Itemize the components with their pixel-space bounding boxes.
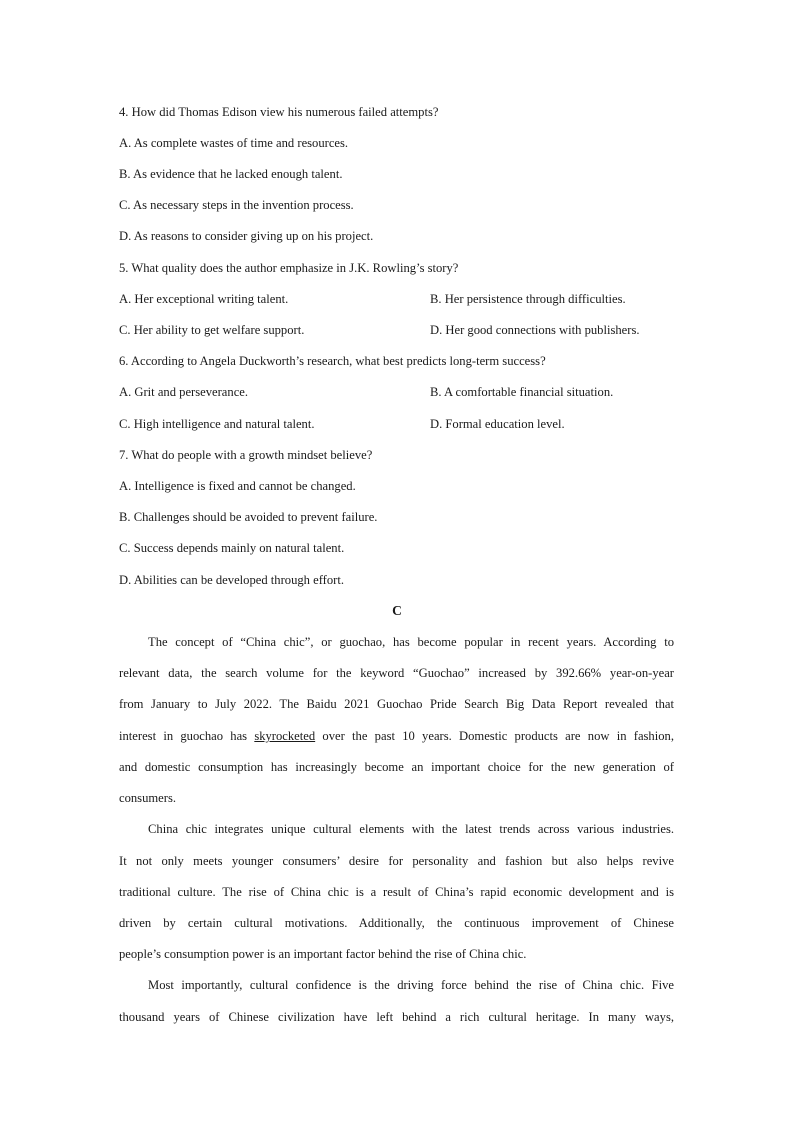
question-5-option-b: B. Her persistence through difficulties. bbox=[430, 292, 626, 306]
paragraph-3-line: thousand years of Chinese civilization have left behind a rich cultural heritage. In many ways, bbox=[119, 1010, 674, 1024]
question-5-stem: 5. What quality does the author emphasize in J.K. Rowling’s story? bbox=[119, 261, 459, 275]
section-heading: C bbox=[392, 603, 402, 618]
question-6-option-c: C. High intelligence and natural talent. bbox=[119, 417, 315, 431]
paragraph-2-line: It not only meets younger consumers’ desire for personality and fashion but also helps revive bbox=[119, 854, 674, 868]
question-7-option-b: B. Challenges should be avoided to prevent failure. bbox=[119, 510, 378, 524]
question-6-option-b: B. A comfortable financial situation. bbox=[430, 385, 614, 399]
question-6-option-d: D. Formal education level. bbox=[430, 417, 565, 431]
paragraph-2-line: driven by certain cultural motivations. Additionally, the continuous improvement of Chinese bbox=[119, 916, 674, 930]
paragraph-1-line: from January to July 2022. The Baidu 2021 Guochao Pride Search Big Data Report revealed that bbox=[119, 697, 674, 711]
text-span: over the past 10 years. Domestic products are now in fashion, bbox=[322, 729, 674, 743]
question-4-stem: 4. How did Thomas Edison view his numerous failed attempts? bbox=[119, 105, 439, 119]
question-5-option-d: D. Her good connections with publishers. bbox=[430, 323, 640, 337]
paragraph-1-line: and domestic consumption has increasingly become an important choice for the new generation of bbox=[119, 760, 674, 774]
question-7-option-a: A. Intelligence is fixed and cannot be changed. bbox=[119, 479, 356, 493]
question-5-option-a: A. Her exceptional writing talent. bbox=[119, 292, 289, 306]
question-4-option-d: D. As reasons to consider giving up on his project. bbox=[119, 229, 374, 243]
question-6-option-a: A. Grit and perseverance. bbox=[119, 385, 249, 399]
paragraph-1-line: relevant data, the search volume for the keyword “Guochao” increased by 392.66% year-on-year bbox=[119, 666, 674, 680]
question-7-option-d: D. Abilities can be developed through effort. bbox=[119, 573, 344, 587]
paragraph-1-line bbox=[119, 727, 674, 745]
paragraph-2-line: China chic integrates unique cultural elements with the latest trends across various industries. bbox=[148, 822, 674, 836]
paragraph-2-line: people’s consumption power is an important factor behind the rise of China chic. bbox=[119, 947, 527, 961]
paragraph-2-line: traditional culture. The rise of China chic is a result of China’s rapid economic development and is bbox=[119, 885, 674, 899]
question-6-stem: 6. According to Angela Duckworth’s research, what best predicts long-term success? bbox=[119, 354, 546, 368]
paragraph-3-line: Most importantly, cultural confidence is the driving force behind the rise of China chic. Five bbox=[148, 978, 674, 992]
question-7-option-c: C. Success depends mainly on natural talent. bbox=[119, 541, 345, 555]
paragraph-1-line: consumers. bbox=[119, 791, 177, 805]
question-4-option-b: B. As evidence that he lacked enough talent. bbox=[119, 167, 343, 181]
paragraph-1-line: The concept of “China chic”, or guochao, has become popular in recent years. According to bbox=[148, 635, 674, 649]
text-span: interest in guochao has bbox=[119, 729, 248, 743]
question-4-option-c: C. As necessary steps in the invention process. bbox=[119, 198, 354, 212]
question-5-option-c: C. Her ability to get welfare support. bbox=[119, 323, 305, 337]
question-4-option-a: A. As complete wastes of time and resources. bbox=[119, 136, 349, 150]
underlined-word: skyrocketed bbox=[254, 729, 316, 743]
question-7-stem: 7. What do people with a growth mindset believe? bbox=[119, 448, 373, 462]
